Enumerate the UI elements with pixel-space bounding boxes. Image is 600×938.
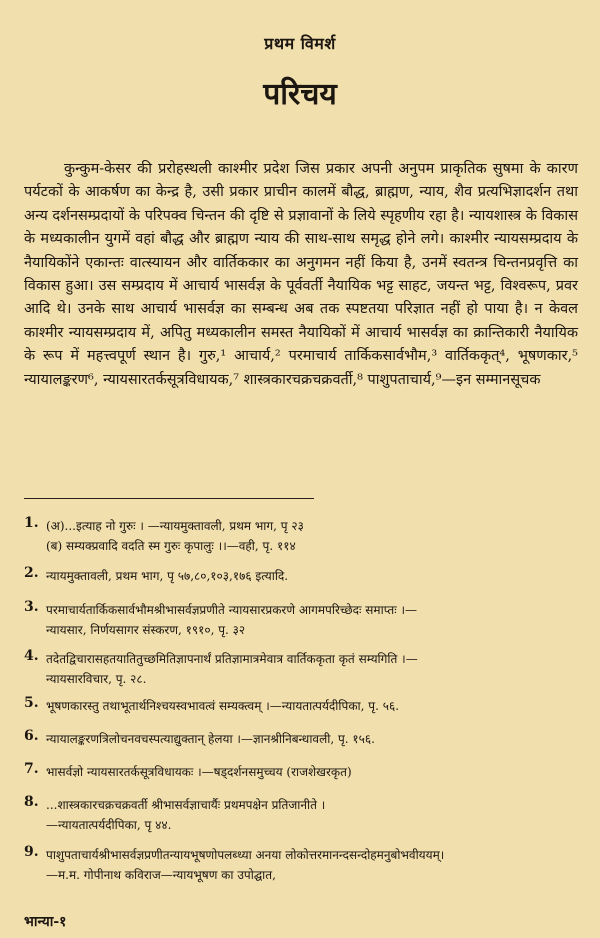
footnote-line: भूषणकारस्तु तथाभूतार्थनिश्चयस्वभावत्वं सम्यक्त्वम् ।—न्यायतात्पर्यदीपिका, पृ. ५६. — [46, 699, 400, 713]
footnote-number: 9. — [24, 844, 39, 860]
footnote-line: —म.म. गोपीनाथ कविराज—न्यायभूषण का उपोद्घात, — [46, 868, 276, 882]
paragraph-text: कुन्कुम-केसर की प्ररोहस्थली काश्मीर प्रदेश जिस प्रकार अपनी अनुपम प्राकृतिक सुषमा के कारण पर्यटकों के आकर्षण का केन्द्र है, उसी प्रकार प्राचीन कालमें बौद्ध, ब्राह्मण, न्याय, शैव प्रत्यभिज्ञादर्शन तथा अन्य दर्शनसम्प्रदायों के परिपक्व चिन्तन की दृष्टि से प्रज्ञावानों के लिये स्पृहणीय रहा है। न्यायशास्त्र के विकास के मध्यकालीन युगमें वहां बौद्ध और ब्राह्मण न्याय की साथ-साथ समृद्ध होने लगे। काश्मीर न्यायसम्प्रदाय के नैयायिकोंने एकान्तः वात्स्यायन और वार्तिककार का अनुगमन नहीं किया है, उनमें स्वतन्त्र चिन्तनप्रवृत्ति का विकास हुआ। उस सम्प्रदाय में आचार्य भासर्वज्ञ के पूर्ववर्ती नैयायिक भट्ट साहट, जयन्त भट्ट, विश्वरूप, प्रवर आदि थे। उनके साथ आचार्य भासर्वज्ञ का सम्बन्ध अब तक स्पष्टतया परिज्ञात नहीं हो पाया है। न केवल काश्मीर न्यायसम्प्रदाय में, अपितु मध्यकालीन समस्त नैयायिकों में आचार्य भासर्वज्ञ का क्रान्तिकारी नैयायिक के रूप में महत्त्वपूर्ण स्थान है। गुरु,¹ आचार्य,² परमाचार्य तार्किकसार्वभौम,³ वार्तिककृत्⁴, भूषणकार,⁵ न्यायालङ्करण⁶, न्यायसारतर्कसूत्रविधायक,⁷ शास्त्रकारचक्रचक्रवर्ती,⁸ पाशुपताचार्य,⁹—इन सम्मानसूचक — [24, 161, 578, 388]
chapter-heading: प्रथम विमर्श — [264, 34, 336, 53]
footnote-line: न्यायालङ्करणत्रिलोचनवचस्पत्याद्युक्तान् हेलया ।—ज्ञानश्रीनिबन्धावली, पृ. १५६. — [46, 732, 375, 746]
footnote-line: (ब) सम्यक्प्रवादि वदति स्म गुरुः कृपालुः ।।—वही, पृ. ११४ — [46, 539, 296, 553]
footnote-number: 1. — [24, 515, 39, 531]
section-title: परिचय — [263, 77, 337, 112]
footnote-line: परमाचार्यतार्किकसार्वभौमश्रीभासर्वज्ञप्रणीते न्यायसारप्रकरणे आगमपरिच्छेदः समाप्तः ।— — [46, 603, 418, 617]
footnote-divider — [24, 498, 314, 499]
footnote-number: 2. — [24, 565, 39, 581]
footnote-line: न्यायसार, निर्णयसागर संस्करण, १९१०, पृ. ३२ — [46, 623, 246, 637]
footnote-line: न्यायसारविचार, पृ. २८. — [46, 672, 147, 686]
footnote-number: 6. — [24, 728, 39, 744]
footnote-number: 4. — [24, 648, 39, 664]
footnote-number: 7. — [24, 761, 39, 777]
footnote-number: 3. — [24, 599, 39, 615]
footnote-line: तदेतद्विचारासहतयातितुच्छमितिज्ञापनार्थं प्रतिज्ञामात्रमेवात्र वार्तिककृता कृतं सम्यगिति ।— — [46, 652, 418, 666]
footnote-line: न्यायमुक्तावली, प्रथम भाग, पृ ५७,८०,१०३,१७६ इत्यादि. — [46, 569, 289, 583]
page-signature: भान्या-१ — [24, 914, 67, 930]
footnote-line: (अ)...इत्याह नो गुरुः । —न्यायमुक्तावली, प्रथम भाग, पृ २३ — [46, 519, 304, 533]
footnote-line: पाशुपताचार्यश्रीभासर्वज्ञप्रणीतन्यायभूषणोपलब्ध्या अनया लोकोत्तरमानन्दसन्दोहमनुबोभवीययम्। — [46, 848, 445, 862]
footnote-line: भासर्वज्ञो न्यायसारतर्कसूत्रविधायकः ।—षड्दर्शनसमुच्चय (राजशेखरकृत) — [46, 765, 352, 779]
body-paragraph — [24, 158, 578, 392]
footnote-number: 5. — [24, 695, 39, 711]
footnote-line: ...शास्त्रकारचक्रचक्रवर्ती श्रीभासर्वज्ञाचार्यैः प्रथमपक्षेन प्रतिजानीते । — [46, 798, 326, 812]
footnote-number: 8. — [24, 794, 39, 810]
footnote-line: —न्यायतात्पर्यदीपिका, पृ ४४. — [46, 818, 172, 832]
